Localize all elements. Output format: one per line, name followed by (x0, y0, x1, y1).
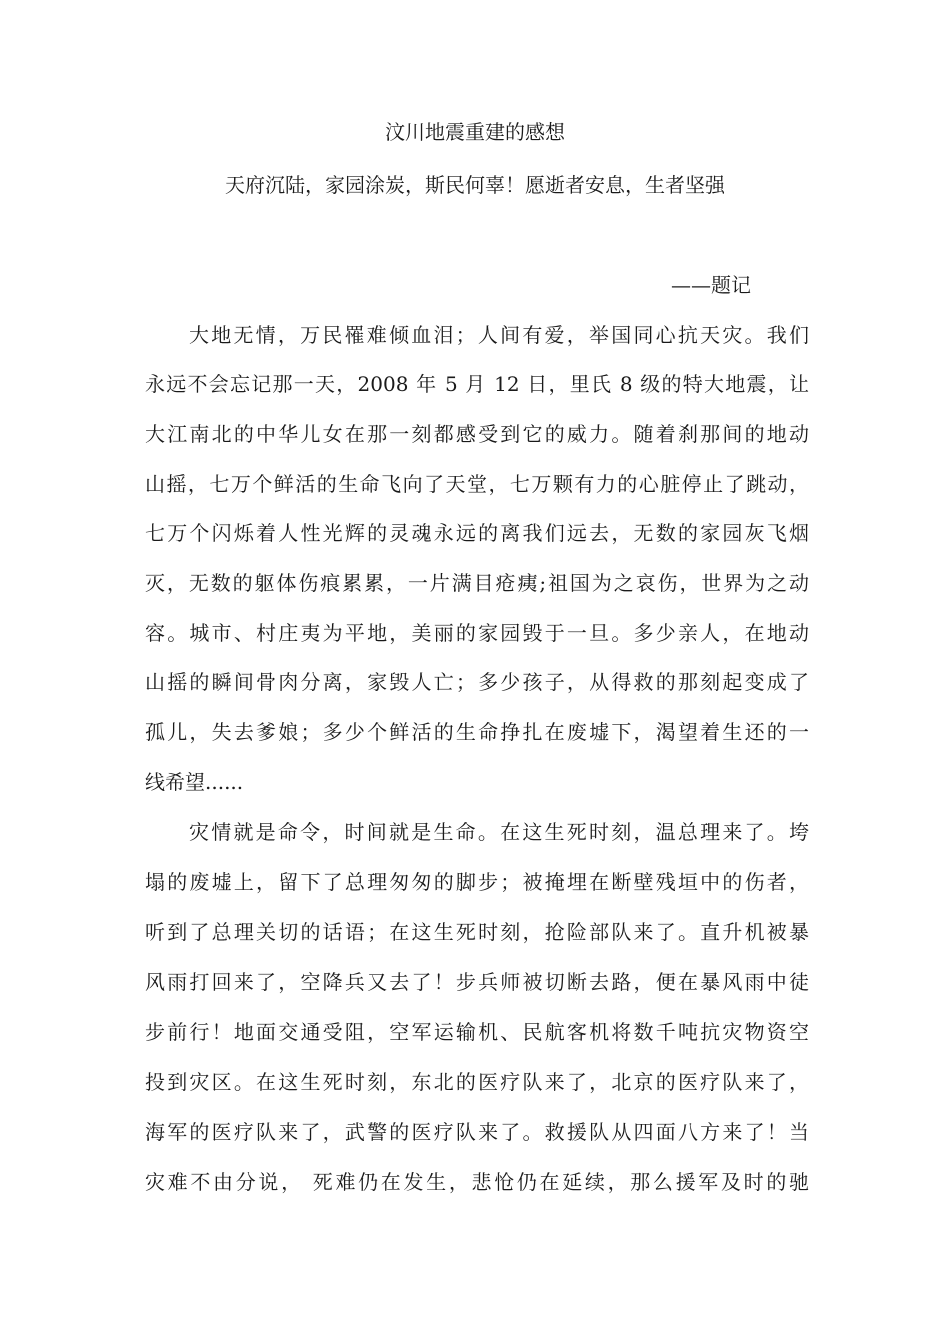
text-line: 听到了总理关切的话语；在这生死时刻，抢险部队来了。直升机被暴 (145, 920, 809, 944)
text-line: 孤儿，失去爹娘；多少个鲜活的生命挣扎在废墟下，渴望着生还的一 (145, 720, 809, 744)
text-line: 风雨打回来了，空降兵又去了！步兵师被切断去路，便在暴风雨中徒 (145, 970, 809, 994)
text-line: 永远不会忘记那一天，2008 年 5 月 12 日，里氏 8 级的特大地震，让 (145, 372, 809, 396)
text-line: 大江南北的中华儿女在那一刻都感受到它的威力。随着刹那间的地动 (145, 422, 809, 446)
text-line: 灾难不由分说， 死难仍在发生，悲怆仍在延续，那么援军及时的驰 (145, 1170, 809, 1194)
text-line: 线希望...... (145, 770, 244, 794)
text-line: 大地无情，万民罹难倾血泪；人间有爱，举国同心抗天灾。我们 (189, 323, 809, 347)
text-line: 容。城市、村庄夷为平地，美丽的家园毁于一旦。多少亲人，在地动 (145, 621, 809, 645)
text-line: 塌的废墟上，留下了总理匆匆的脚步；被掩埋在断壁残垣中的伤者， (145, 870, 809, 894)
text-line: 海军的医疗队来了，武警的医疗队来了。救援队从四面八方来了！当 (145, 1120, 809, 1144)
document-title: 汶川地震重建的感想 (385, 120, 565, 144)
text-line: 灭，无数的躯体伤痕累累，一片满目疮痍;祖国为之哀伤，世界为之动 (145, 571, 809, 595)
text-line: 七万个闪烁着人性光辉的灵魂永远的离我们远去，无数的家园灰飞烟 (145, 521, 809, 545)
text-line: 投到灾区。在这生死时刻，东北的医疗队来了，北京的医疗队来了， (145, 1070, 809, 1094)
text-line: 山摇，七万个鲜活的生命飞向了天堂，七万颗有力的心脏停止了跳动， (145, 472, 809, 496)
text-line: 步前行！地面交通受阻，空军运输机、民航客机将数千吨抗灾物资空 (145, 1020, 809, 1044)
text-line: 山摇的瞬间骨肉分离，家毁人亡；多少孩子，从得救的那刻起变成了 (145, 670, 809, 694)
epigraph-attribution: ——题记 (671, 273, 751, 297)
text-line: 灾情就是命令，时间就是生命。在这生死时刻，温总理来了。垮 (189, 820, 809, 844)
epigraph: 天府沉陆，家园涂炭，斯民何辜！愿逝者安息，生者坚强 (225, 173, 725, 197)
